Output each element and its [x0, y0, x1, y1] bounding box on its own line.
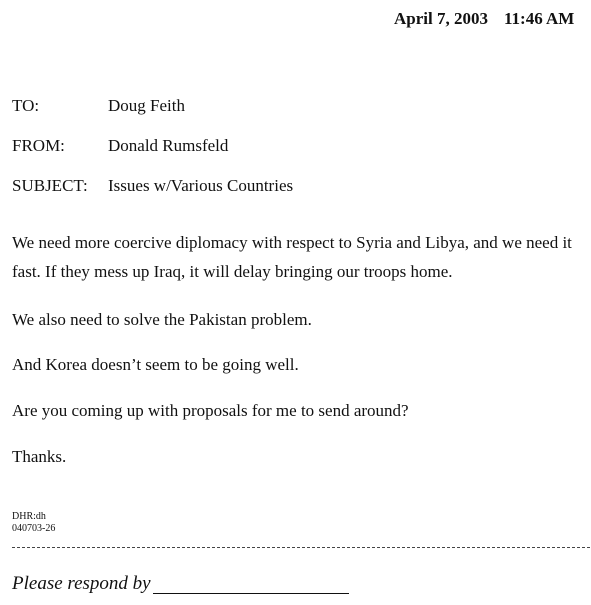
dashed-divider [12, 547, 590, 548]
to-value: Doug Feith [108, 96, 185, 115]
subject-label: SUBJECT: [12, 176, 88, 195]
memo-reference-number: 040703-26 [12, 523, 56, 534]
from-value: Donald Rumsfeld [108, 136, 229, 155]
from-label: FROM: [12, 136, 65, 155]
body-paragraph-2: We also need to solve the Pakistan problem. [12, 310, 312, 329]
typist-initials-block [12, 511, 55, 535]
respond-by-blank-line [153, 593, 349, 594]
memo-time: 11:46 AM [503, 9, 575, 28]
body-paragraph-3: And Korea doesn’t seem to be going well. [12, 355, 299, 374]
body-paragraph-4: Are you coming up with proposals for me to send around? [12, 401, 409, 420]
body-paragraph-1: We need more coercive diplomacy with respect to Syria and Libya, and we need it fast. If they mess up Iraq, it will delay bringing our troops home. [12, 233, 572, 281]
to-label: TO: [12, 96, 40, 115]
typist-initials: DHR:dh [12, 511, 46, 522]
respond-by-label: Please respond by [12, 573, 151, 594]
closing-thanks: Thanks. [12, 447, 67, 466]
subject-value: Issues w/Various Countries [108, 176, 294, 195]
memo-date-time [394, 9, 574, 29]
memo-date: April 7, 2003 [394, 9, 488, 28]
